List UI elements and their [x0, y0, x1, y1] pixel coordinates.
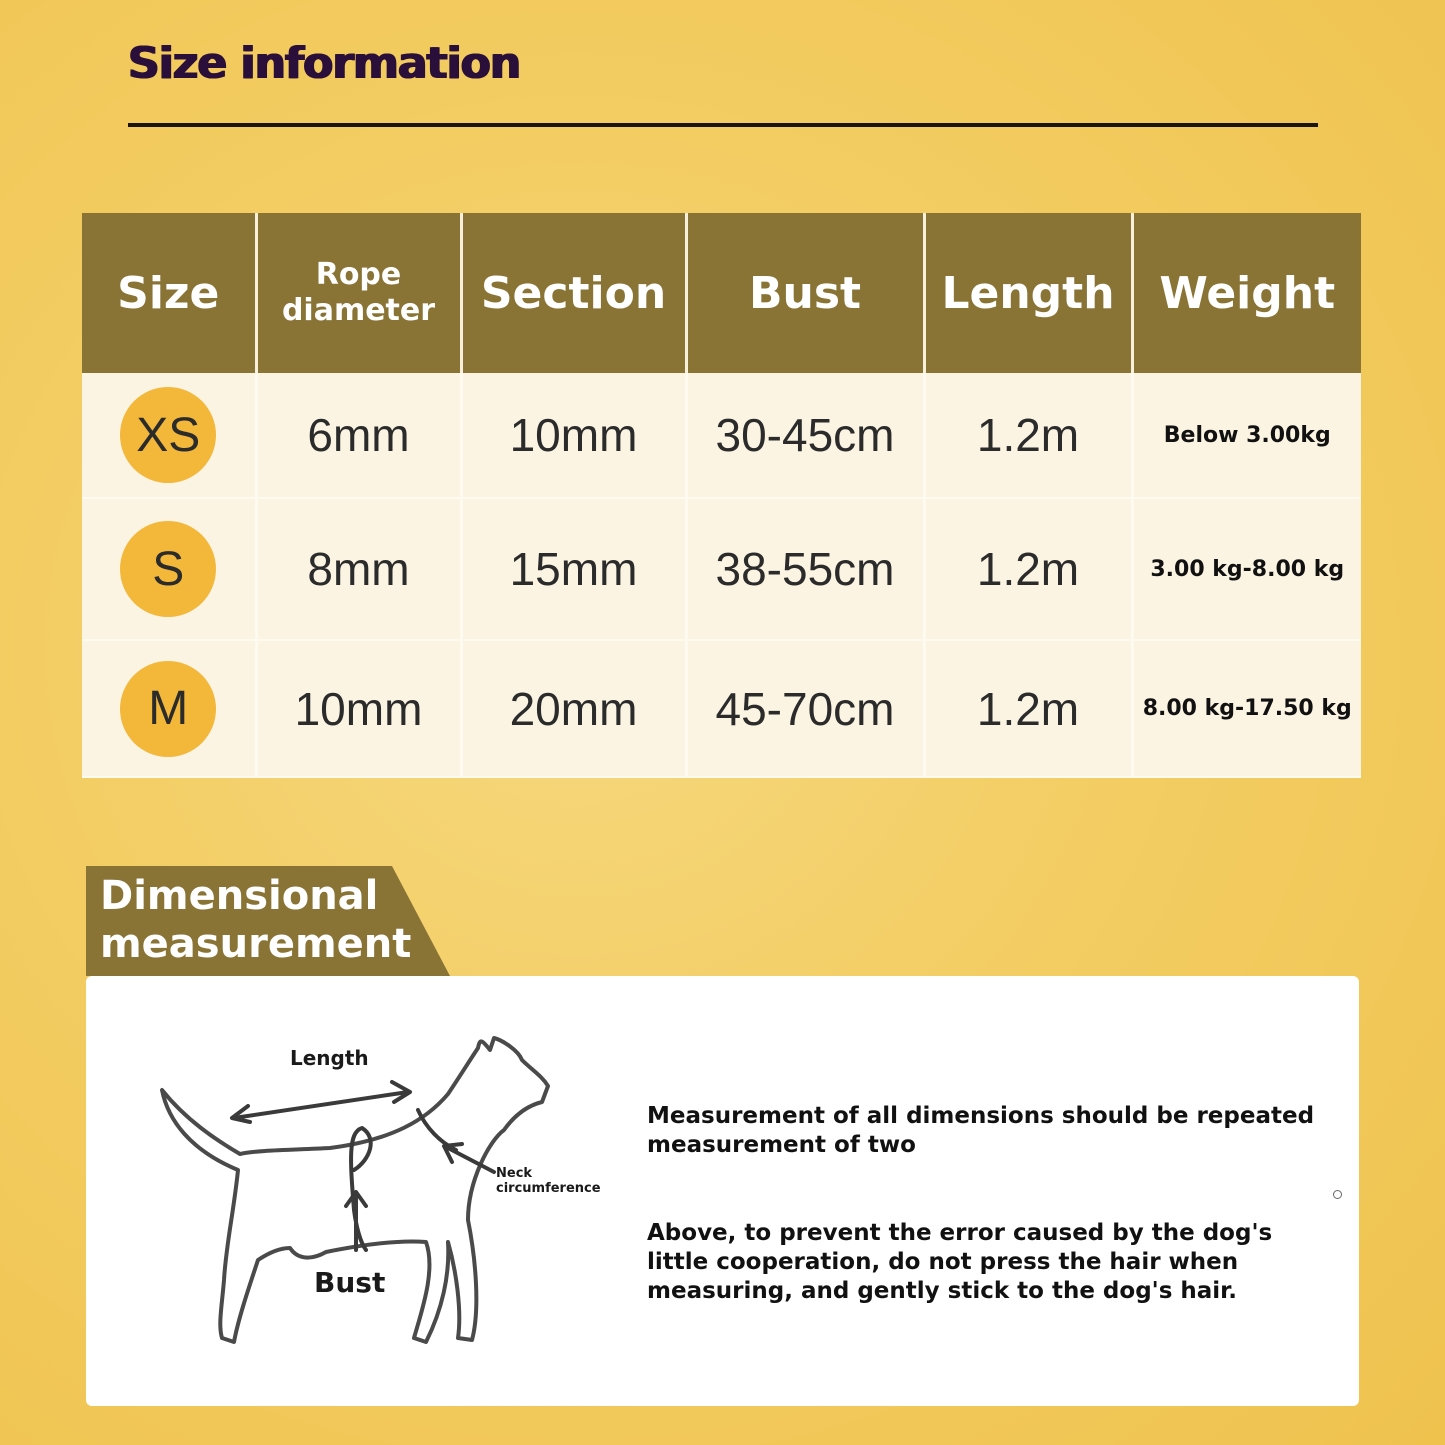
column-header-section: Section: [461, 213, 686, 373]
size-cell: [82, 640, 256, 777]
rope-header-line-1: Rope: [315, 257, 402, 292]
column-header-rope-diameter: [256, 213, 461, 373]
size-cell: [82, 373, 256, 498]
table-row: [82, 498, 1361, 640]
neck-circumference-label: [496, 1166, 626, 1196]
column-header-bust: Bust: [686, 213, 924, 373]
dimensional-heading: [100, 872, 411, 968]
length-label: Length: [290, 1046, 369, 1070]
bust-cell: 38-55cm: [686, 498, 924, 640]
section-cell: 20mm: [461, 640, 686, 777]
rope-cell: 10mm: [256, 640, 461, 777]
section-cell: 15mm: [461, 498, 686, 640]
size-cell: [82, 498, 256, 640]
measurement-note-hair: Above, to prevent the error caused by the dog's little cooperation, do not press the hair when measuring, and gently stick to the dog's hair.: [647, 1220, 1273, 1304]
bust-label: Bust: [314, 1266, 386, 1299]
table-row: [82, 640, 1361, 777]
weight-cell: 3.00 kg-8.00 kg: [1132, 498, 1361, 640]
rope-cell: 6mm: [256, 373, 461, 498]
column-header-length: Length: [924, 213, 1132, 373]
section-cell: 10mm: [461, 373, 686, 498]
length-cell: 1.2m: [924, 373, 1132, 498]
weight-cell: Below 3.00kg: [1132, 373, 1361, 498]
column-header-weight: Weight: [1132, 213, 1361, 373]
neck-label-line-1: Neck: [496, 1166, 533, 1181]
size-badge-s: S: [120, 521, 216, 617]
dimensional-heading-line-2: measurement: [100, 921, 412, 967]
size-table: [82, 213, 1361, 778]
measurement-note-repeat: Measurement of all dimensions should be repeated measurement of two: [647, 1103, 1315, 1158]
dimensional-heading-line-1: Dimensional: [100, 873, 379, 919]
rope-header-line-2: diameter: [281, 293, 436, 328]
size-badge-m: M: [120, 661, 216, 757]
column-header-size: Size: [82, 213, 256, 373]
bust-cell: 45-70cm: [686, 640, 924, 777]
bust-cell: 30-45cm: [686, 373, 924, 498]
rope-cell: 8mm: [256, 498, 461, 640]
neck-label-line-2: circumference: [496, 1181, 601, 1196]
table-header-row: [82, 213, 1361, 373]
small-circle-icon: [1333, 1190, 1342, 1199]
length-cell: 1.2m: [924, 498, 1132, 640]
table-row: [82, 373, 1361, 498]
length-arrow-icon: [234, 1092, 408, 1118]
page-title: Size information: [128, 38, 521, 89]
weight-cell: 8.00 kg-17.50 kg: [1132, 640, 1361, 777]
size-badge-xs: XS: [120, 387, 216, 483]
title-divider: [128, 123, 1318, 127]
length-cell: 1.2m: [924, 640, 1132, 777]
